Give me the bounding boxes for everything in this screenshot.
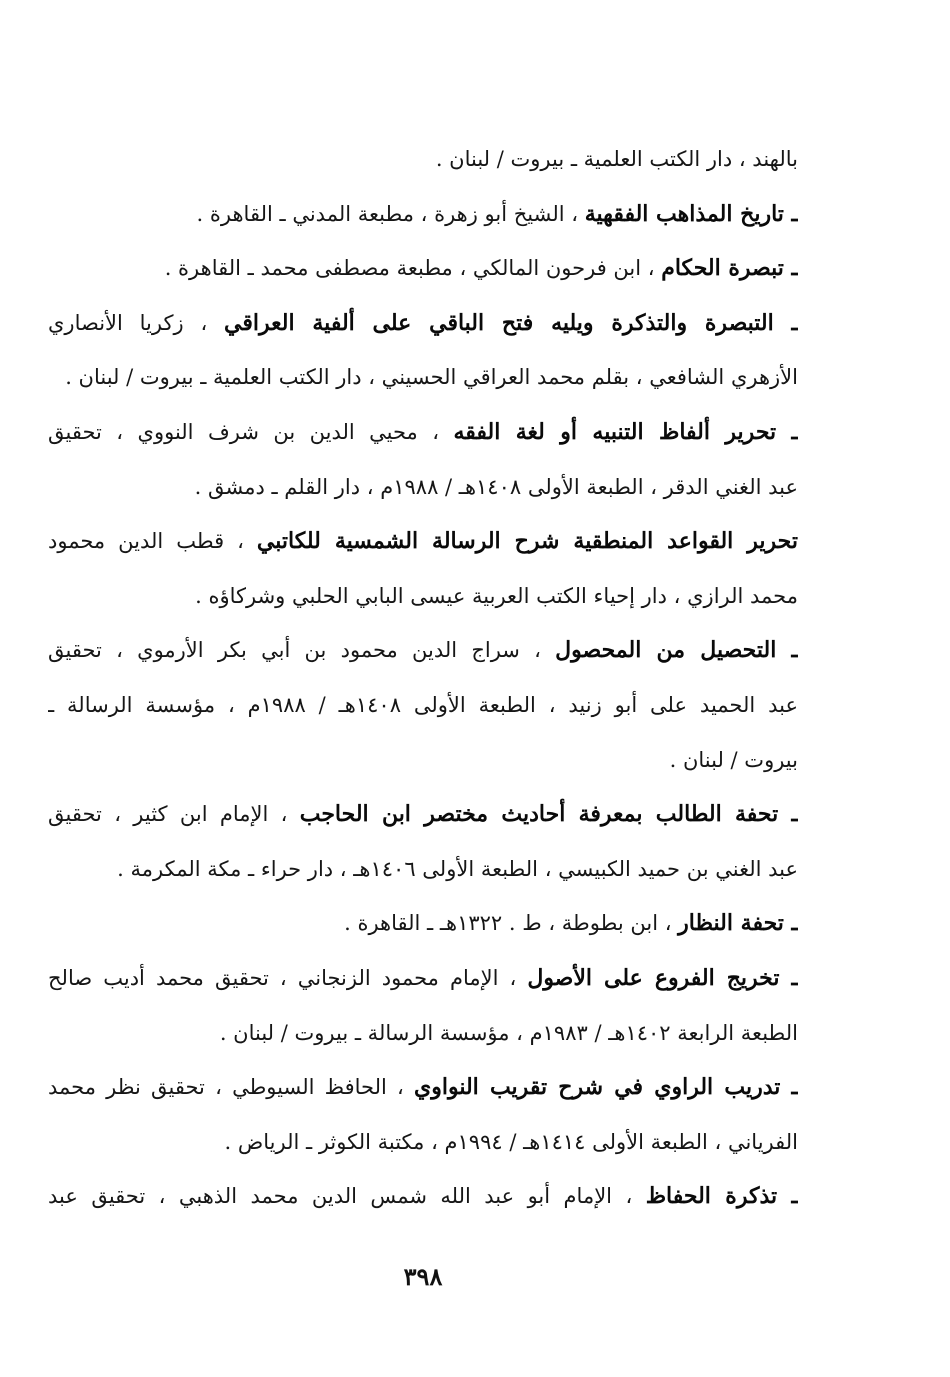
entry-title: ـ تحرير ألفاظ التنبيه أو لغة الفقه [453,418,798,445]
entry-text: ، زكريا الأنصاري [48,310,225,335]
entry-text: ، الإمام أبو عبد الله شمس الدين محمد الذهبي ، تحقيق عبد [48,1184,646,1209]
entry-text: ، الإمام ابن كثير ، تحقيق [48,802,300,827]
entry-title: ـ التبصرة والتذكرة ويليه فتح الباقي على ألفية العراقي [224,309,798,336]
entry-text: محمد الرازي ، دار إحياء الكتب العربية عيسى البابي الحلبي وشركاؤه . [195,583,798,608]
entry-text: ، الشيخ أبو زهرة ، مطبعة المدني ـ القاهرة . [196,201,585,226]
text-line [48,678,798,733]
text-line [48,514,798,569]
entry-title: ـ تاريخ المذاهب الفقهية [584,200,798,227]
text-line [48,296,798,351]
text-line [48,187,798,242]
text-line [48,623,798,678]
entry-title: ـ تحفة الطالب بمعرفة أحاديث مختصر ابن الحاجب [299,801,798,828]
text-line [48,132,798,187]
entry-title: ـ تدريب الراوي في شرح تقريب النواوي [414,1074,798,1101]
text-line [48,896,798,951]
entry-text: الأزهري الشافعي ، بقلم محمد العراقي الحسيني ، دار الكتب العلمية ـ بيروت / لبنان . [65,365,798,390]
text-line [48,569,798,624]
entry-text: ، قطب الدين محمود [48,529,257,554]
text-line [48,1115,798,1170]
text-line [48,241,798,296]
entry-title: ـ تبصرة الحكام [661,255,798,282]
entry-text: ، محيي الدين بن شرف النووي ، تحقيق [48,419,454,444]
text-line [48,350,798,405]
text-line [48,787,798,842]
entry-text: عبد الحميد على أبو زنيد ، الطبعة الأولى ١٤٠٨هـ / ١٩٨٨م ، مؤسسة الرسالة ـ [48,692,798,717]
entry-title: ـ تذكرة الحفاظ [645,1183,798,1210]
entry-text: ، سراج الدين محمود بن أبي بكر الأرموي ، تحقيق [48,638,556,663]
entry-text: ، ابن بطوطة ، ط . ١٣٢٢هـ ـ القاهرة . [344,911,679,936]
entry-text: الفرياني ، الطبعة الأولى ١٤١٤هـ / ١٩٩٤م ، مكتبة الكوثر ـ الرياض . [224,1129,798,1154]
entry-text: ، ابن فرحون المالكي ، مطبعة مصطفى محمد ـ القاهرة . [164,256,662,281]
text-line [48,951,798,1006]
entry-text: عبد الغني بن حميد الكبيسي ، الطبعة الأولى ١٤٠٦هـ ، دار حراء ـ مكة المكرمة . [117,856,798,881]
text-line [48,1060,798,1115]
entry-text: ، الإمام محمود الزنجاني ، تحقيق محمد أديب صالح [48,965,528,990]
text-line [48,842,798,897]
page-number: ٣٩٨ [403,1262,443,1291]
text-line [48,405,798,460]
bibliography-list [48,132,798,1224]
entry-text: ، الحافظ السيوطي ، تحقيق نظر محمد [48,1075,414,1100]
entry-title: ـ التحصيل من المحصول [555,637,798,664]
entry-title: ـ تحفة النظار [678,910,798,937]
text-line [48,1169,798,1224]
entry-text: الطبعة الرابعة ١٤٠٢هـ / ١٩٨٣م ، مؤسسة الرسالة ـ بيروت / لبنان . [219,1020,798,1045]
entry-title: ـ تخريج الفروع على الأصول [527,964,798,991]
text-line [48,1006,798,1061]
entry-text: بالهند ، دار الكتب العلمية ـ بيروت / لبنان . [435,147,798,171]
entry-title: تحرير القواعد المنطقية شرح الرسالة الشمسية للكاتبي [256,528,798,555]
text-line [48,460,798,515]
text-line [48,733,798,788]
entry-text: عبد الغني الدقر ، الطبعة الأولى ١٤٠٨هـ / ١٩٨٨م ، دار القلم ـ دمشق . [194,474,798,499]
entry-text: بيروت / لبنان . [669,747,798,772]
